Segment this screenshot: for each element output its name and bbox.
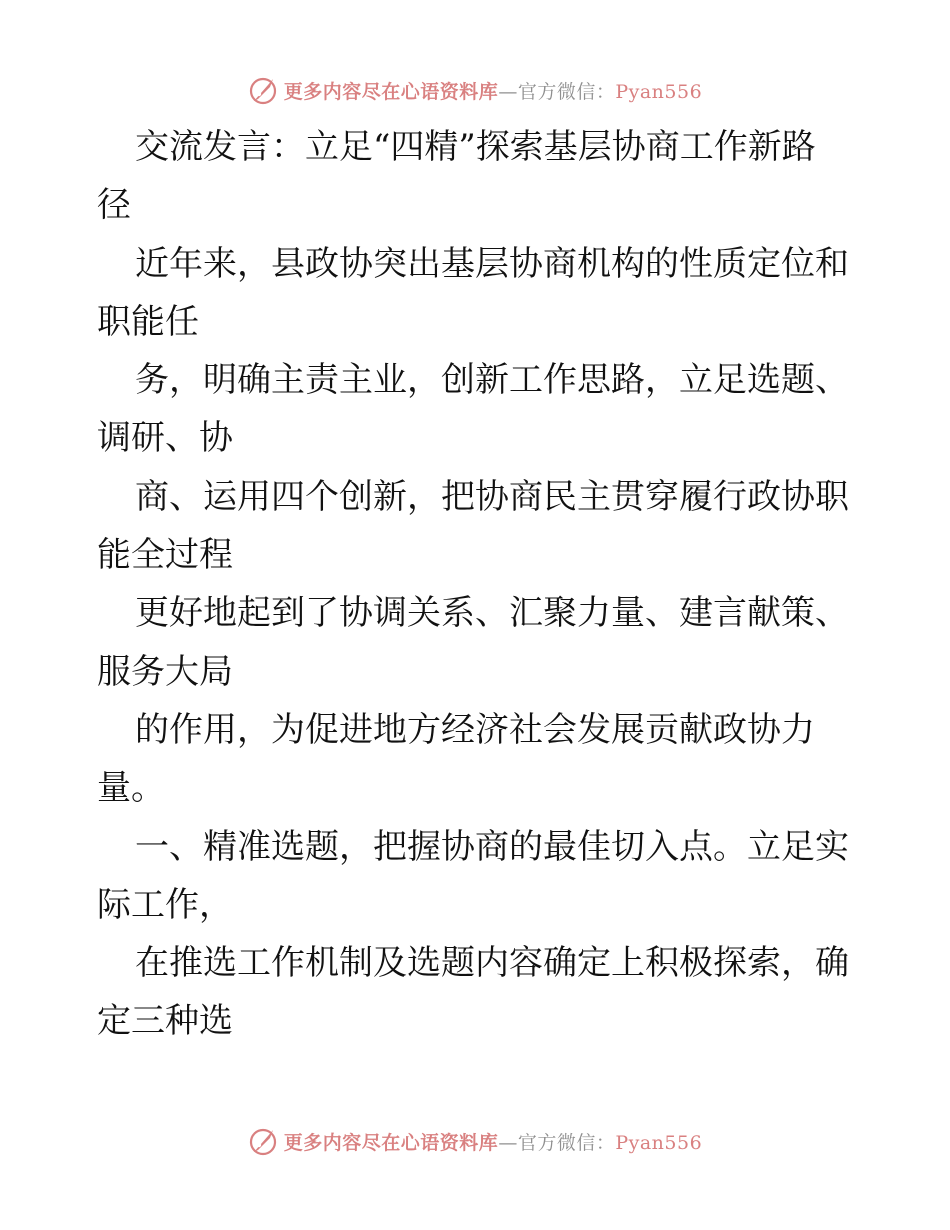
header-watermark-banner bbox=[0, 70, 950, 110]
watermark-wechat-label: —官方微信： bbox=[498, 80, 616, 103]
section-heading-line: 一、精准选题，把握协商的最佳切入点。立足实 bbox=[135, 826, 849, 867]
quill-logo-icon bbox=[248, 75, 278, 105]
document-title-line-2: 径 bbox=[97, 185, 131, 226]
paragraph-line: 定三种选 bbox=[97, 1001, 233, 1042]
watermark-wechat-id: Pyan556 bbox=[615, 80, 703, 103]
watermark-wechat-id: Pyan556 bbox=[615, 1131, 703, 1154]
paragraph-line: 务，明确主责主业，创新工作思路，立足选题、 bbox=[135, 360, 849, 401]
watermark-wechat-label: —官方微信： bbox=[498, 1131, 616, 1154]
paragraph-line: 际工作， bbox=[97, 884, 233, 925]
paragraph-line: 的作用，为促进地方经济社会发展贡献政协力 bbox=[135, 709, 815, 750]
paragraph-line: 在推选工作机制及选题内容确定上积极探索，确 bbox=[135, 943, 849, 984]
paragraph-line: 服务大局 bbox=[97, 651, 233, 692]
paragraph-line: 商、运用四个创新，把协商民主贯穿履行政协职 bbox=[135, 476, 849, 517]
paragraph-line: 近年来，县政协突出基层协商机构的性质定位和 bbox=[135, 243, 849, 284]
quill-logo-icon bbox=[248, 1126, 278, 1156]
document-body bbox=[97, 118, 857, 1051]
watermark-text bbox=[284, 77, 702, 104]
watermark-site-name: 更多内容尽在心语资料库 bbox=[283, 1131, 499, 1154]
watermark-text bbox=[284, 1128, 702, 1155]
document-title-line-1: 交流发言：立足“四精”探索基层协商工作新路 bbox=[135, 127, 816, 167]
paragraph-line: 调研、协 bbox=[97, 418, 233, 459]
watermark-site-name: 更多内容尽在心语资料库 bbox=[283, 80, 499, 103]
paragraph-line: 职能任 bbox=[97, 301, 199, 342]
paragraph-line: 量。 bbox=[97, 768, 165, 809]
footer-watermark-banner bbox=[0, 1121, 950, 1161]
paragraph-line: 能全过程 bbox=[97, 535, 233, 576]
paragraph-line: 更好地起到了协调关系、汇聚力量、建言献策、 bbox=[135, 593, 849, 634]
